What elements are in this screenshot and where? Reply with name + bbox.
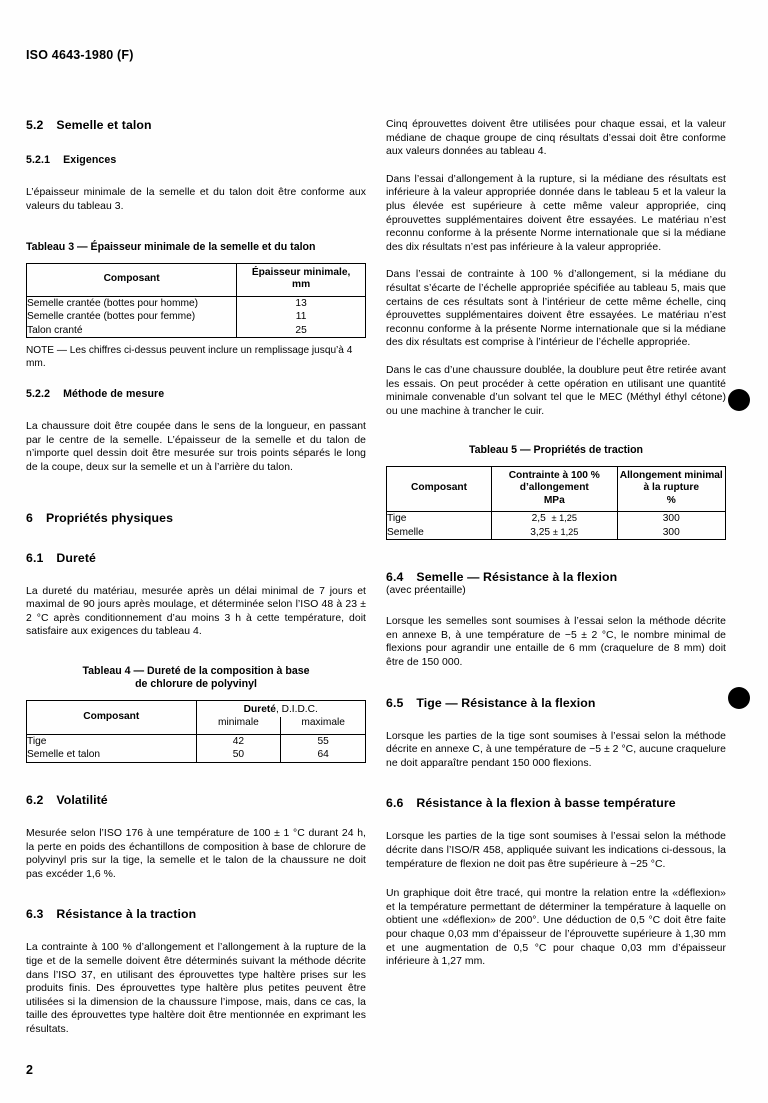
section-heading-6-5	[386, 696, 726, 710]
section-title-6-1: Dureté	[56, 550, 96, 565]
section-title-5-2: Semelle et talon	[56, 118, 152, 132]
paragraph-5-2-2: La chaussure doit être coupée dans le sens de la longueur, en passant par le centre de la semelle. L’épaisseur de la semelle et du talon de n’importe quel dessin doit être mesurée sur trois points séparés le long de la coupe, deux sur la semelle et un à l’arrière du talon.	[26, 421, 366, 473]
section-title-5-2-2: Méthode de mesure	[63, 388, 165, 401]
table3-header-component: Composant	[27, 263, 237, 296]
paragraph-5-2-1: L’épaisseur minimale de la semelle et du talon doit être conforme aux valeurs du tableau 3.	[26, 187, 366, 212]
section-title-6-3: Résistance à la traction	[56, 907, 197, 922]
table3-row1-value: 11	[237, 310, 366, 324]
table-row	[27, 748, 366, 762]
table3-caption: Tableau 3 — Épaisseur minimale de la semelle et du talon	[26, 241, 316, 254]
section-heading-6	[26, 511, 366, 525]
table4-caption-line1: Tableau 4 — Dureté de la composition à base	[82, 664, 310, 677]
paragraph-6-3: La contrainte à 100 % d’allongement et l’allongement à la rupture de la tige et de la semelle doivent être déterminés suivant la méthode décrite dans l’ISO 37, en utilisant des éprouvettes type haltère prises sur les produits finis. Des éprouvettes type haltère plus petites peuvent être utilisées si la dimension de la chaussure l’impose, mais, dans ce cas, la taille des éprouvettes type haltère doit être mentionnée en exprimant les résultats.	[26, 942, 366, 1035]
section-title-6-6: Résistance à la flexion à basse température	[416, 796, 676, 811]
section-number-6-4: 6.4	[386, 570, 404, 585]
table3-row2-value: 25	[237, 324, 366, 338]
paragraph-6-4: Lorsque les semelles sont soumises à l’essai selon la méthode décrite en annexe B, à une température de −5 ± 2 °C, le nombre minimal de flexions pour agrandir une entaille de 6 mm (craquelure de 8 mm) doit être de 150 000.	[386, 616, 726, 669]
paragraph-right-4: Dans le cas d’une chaussure doublée, la doublure peut être retirée avant les essais. On peut procéder à cette opération en utilisant une quantité minimale convenable d’un solvant tel que le MEC (Méthyl éthyl cétone) ou une machine à trancher le cuir.	[386, 364, 726, 417]
table4-header-hardness-group: Dureté, D.I.D.C.	[196, 700, 366, 717]
table4-header-min: minimale	[196, 717, 281, 734]
section-heading-6-4	[386, 570, 726, 584]
table4-row0-component: Tige	[27, 735, 47, 747]
paragraph-6-5: Lorsque les parties de la tige sont soumises à l’essai selon la méthode décrite en annexe C, à une température de −5 ± 2 °C, aucune craquelure ne doit apparaître pendant 150 000 flexions.	[386, 730, 727, 769]
table5-caption: Tableau 5 — Propriétés de traction	[468, 444, 644, 457]
section-number-6-3: 6.3	[26, 907, 44, 922]
table5-header-stress-line2: d’allongement	[519, 482, 589, 494]
table4-row1-max: 64	[281, 748, 366, 762]
table4-caption	[26, 665, 366, 692]
section-number-5-2: 5.2	[26, 118, 44, 132]
paragraph-right-3: Dans l’essai de contrainte à 100 % d’allongement, si la médiane du résultat s’écarte de l’échelle appropriée spécifiée au tableau 5, mais que certains de ces résultats sont à l’intérieur de cette même échelle, cinq éprouvettes supplémentaires doivent être essayées. Le matériau n’est reconnu conforme à la présente Norme internationale que si la médiane des dix résultats est comprise à l’intérieur de l’échelle appropriée.	[386, 269, 726, 349]
section-heading-6-2	[26, 793, 366, 807]
table5-row0-elongation: 300	[617, 512, 726, 526]
section-number-5-2-2: 5.2.2	[26, 388, 51, 401]
table3-header-thickness-line1: Épaisseur minimale,	[251, 266, 351, 278]
table5-row1-stress-value: 3,25	[530, 526, 551, 538]
table5-row0-stress-value: 2,5	[531, 513, 546, 525]
table4-row1-component: Semelle et talon	[27, 749, 101, 761]
table5	[386, 466, 726, 541]
table5-row0-stress	[492, 512, 617, 526]
section-number-6-1: 6.1	[26, 550, 44, 565]
table5-row0-component: Tige	[387, 513, 407, 525]
scan-artifact-dot-upper	[728, 389, 750, 411]
section-number-6-6: 6.6	[386, 796, 404, 811]
table3-header-thickness-unit: mm	[292, 279, 311, 291]
paragraph-right-1: Cinq éprouvettes doivent être utilisées pour chaque essai, et la valeur médiane de chaque groupe de cinq résultats d’essai doit être conforme aux valeurs données au tableau 4.	[386, 119, 726, 158]
table3-row2-component: Talon cranté	[27, 324, 83, 336]
table4-row1-min: 50	[196, 748, 281, 762]
table5-header-elongation-line1: Allongement minimal	[619, 469, 723, 481]
section-heading-5-2-2	[26, 388, 366, 400]
table5-header-stress	[492, 466, 617, 512]
table4-header-row-group	[27, 700, 366, 717]
table3-row1-component: Semelle crantée (bottes pour femme)	[27, 311, 196, 323]
table4-row0-min: 42	[196, 734, 281, 748]
section-title-6-5: Tige — Résistance à la flexion	[416, 695, 596, 710]
scan-artifact-dot-lower	[728, 687, 750, 709]
table5-row1-elongation: 300	[617, 526, 726, 540]
paragraph-6-6-2: Un graphique doit être tracé, qui montre la relation entre la «déflexion» et la température permettant de déterminer la température à laquelle on obtient une «déflexion» de 200°. Une déduction de 0,5 °C doit être faite pour chaque 0,03 mm d’épaisseur de l’éprouvette supérieure à 1,30 mm et une augmentation de 0,5 °C pour chaque 0,03 mm d’épaisseur inférieure à 1,27 mm.	[386, 888, 726, 968]
table3-row0-value: 13	[237, 296, 366, 310]
right-column	[386, 118, 726, 969]
table5-row1-component: Semelle	[387, 526, 424, 538]
table5-header-component: Composant	[387, 466, 492, 512]
section-number-6: 6	[26, 510, 33, 525]
table-row	[27, 734, 366, 748]
table-row	[27, 296, 366, 310]
paragraph-6-6-1: Lorsque les parties de la tige sont soumises à l’essai selon la méthode décrite dans l’ISO/R 458, appliquée suivant les indications ci-dessous, la température de flexion ne doit pas être supérieure à −25 °C.	[386, 831, 726, 870]
table3-note: NOTE — Les chiffres ci-dessus peuvent inclure un remplissage jusqu’à 4 mm.	[26, 345, 353, 370]
page-number: 2	[26, 1063, 33, 1077]
document-header: ISO 4643-1980 (F)	[26, 48, 134, 62]
section-subtitle-6-4: (avec préentaille)	[386, 585, 466, 597]
table5-header-stress-unit: MPa	[543, 494, 565, 506]
table-row	[27, 310, 366, 324]
section-heading-6-1	[26, 551, 366, 565]
table5-header-elongation-unit: %	[666, 494, 676, 506]
section-heading-5-2	[26, 118, 366, 132]
section-title-6: Propriétés physiques	[45, 510, 174, 525]
table4-header-max: maximale	[281, 717, 366, 734]
section-number-5-2-1: 5.2.1	[26, 154, 51, 166]
table5-row1-stress-tolerance: ± 1,25	[552, 526, 579, 537]
table4-row0-max: 55	[281, 734, 366, 748]
paragraph-6-1: La dureté du matériau, mesurée après un délai minimal de 7 jours et maximal de 90 jours après moulage, et déterminée selon l’ISO 48 à 23 ± 2 °C après conditionnement d’au moins 3 h à cette température, doit satisfaire aux exigences du tableau 4.	[26, 585, 366, 638]
table-row	[27, 324, 366, 338]
section-number-6-5: 6.5	[386, 695, 404, 710]
table5-header-elongation	[617, 466, 726, 512]
table5-row1-stress	[492, 526, 617, 540]
table4	[26, 700, 366, 763]
table3-header-thickness	[237, 263, 366, 296]
section-title-5-2-1: Exigences	[63, 154, 117, 166]
table3-header-row	[27, 263, 366, 296]
left-column	[26, 118, 366, 1036]
section-number-6-2: 6.2	[26, 792, 44, 807]
table-row	[387, 526, 726, 540]
section-title-6-4: Semelle — Résistance à la flexion	[416, 570, 618, 585]
table5-header-stress-line1: Contrainte à 100 %	[508, 469, 600, 481]
section-title-6-2: Volatilité	[56, 792, 108, 807]
table5-header-elongation-line2: à la rupture	[643, 482, 699, 494]
table4-header-component: Composant	[27, 700, 197, 734]
table3	[26, 263, 366, 339]
section-heading-5-2-1	[26, 154, 366, 166]
table-row	[387, 512, 726, 526]
table5-header-row	[387, 466, 726, 512]
table5-row0-stress-tolerance: ± 1,25	[551, 513, 577, 524]
paragraph-right-2: Dans l’essai d’allongement à la rupture, si la médiane des résultats est inférieure à la valeur appropriée donnée dans le tableau 5 et la valeur la plus élevée est supérieure à cette même valeur appropriée, cinq éprouvettes supplémentaires doivent être essayées. Le matériau n’est reconnu conforme à la présente Norme internationale que si la médiane des dix résultats n’est pas inférieure à la valeur appropriée.	[386, 173, 726, 253]
section-heading-6-6	[386, 796, 726, 810]
paragraph-6-2: Mesurée selon l’ISO 176 à une température de 100 ± 1 °C durant 24 h, la perte en poids des échantillons de composition à base de chlorure de polyvinyl pris sur la tige, la semelle et le talon de la chaussure ne doit pas excéder 1,6 %.	[26, 827, 366, 880]
section-heading-6-3	[26, 907, 366, 921]
table3-row0-component: Semelle crantée (bottes pour homme)	[27, 297, 199, 309]
table4-caption-line2: de chlorure de polyvinyl	[135, 678, 257, 691]
